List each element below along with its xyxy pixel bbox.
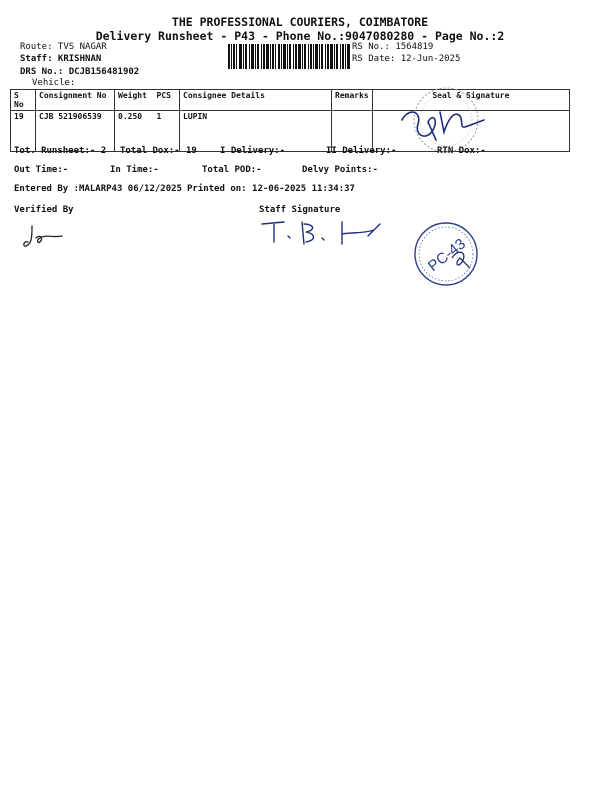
staff-label: Staff: KRISHNAN xyxy=(20,54,102,64)
col-seal-signature: Seal & Signature xyxy=(372,90,569,111)
stamp-text: PC-43 xyxy=(424,235,469,275)
second-delivery: II Delivery:- xyxy=(326,146,397,156)
staff-signature-label: Staff Signature xyxy=(259,205,341,215)
printed-on: Printed on: 12-06-2025 11:34:37 xyxy=(187,184,355,194)
col-consignment-no: Consignment No xyxy=(36,90,115,111)
cell-consignment: CJB 521906539 xyxy=(36,111,115,152)
route-label: Route: TVS NAGAR xyxy=(20,42,107,52)
cell-weight: 0.250 xyxy=(118,112,143,121)
verified-by-signature xyxy=(20,222,68,252)
vehicle-label: Vehicle: xyxy=(32,78,76,88)
rs-date: RS Date: 12-Jun-2025 xyxy=(352,54,461,64)
company-title: THE PROFESSIONAL COURIERS, COIMBATORE xyxy=(171,15,429,29)
barcode-image xyxy=(228,44,350,69)
tot-runsheet: Tot. Runsheet:- 2 xyxy=(14,146,107,156)
pc43-stamp xyxy=(410,218,482,290)
col-pcs: PCS xyxy=(156,91,171,100)
first-delivery: I Delivery:- xyxy=(220,146,286,156)
col-sno: S No xyxy=(11,90,36,111)
col-weight: Weight xyxy=(118,91,147,100)
total-dox-label: Total Dox:- xyxy=(120,146,180,156)
staff-signature xyxy=(258,218,388,248)
cell-consignee: LUPIN xyxy=(180,111,332,152)
rs-number: RS No.: 1564819 xyxy=(352,42,434,52)
cell-sno: 19 xyxy=(11,111,36,152)
entered-by: Entered By :MALARP43 06/12/2025 xyxy=(14,184,182,194)
in-time: In Time:- xyxy=(110,165,159,175)
col-consignee: Consignee Details xyxy=(180,90,332,111)
total-pod: Total POD:- xyxy=(202,165,262,175)
drs-number: DRS No.: DCJB156481902 xyxy=(20,67,140,77)
rtn-dox: RTN Dox:- xyxy=(437,146,486,156)
cell-pcs: 1 xyxy=(156,112,162,121)
col-weight-pcs xyxy=(115,90,180,111)
out-time: Out Time:- xyxy=(14,165,69,175)
col-remarks: Remarks xyxy=(332,90,373,111)
delvy-points: Delvy Points:- xyxy=(302,165,378,175)
total-dox-value: 19 xyxy=(186,146,197,156)
verified-by-label: Verified By xyxy=(14,205,74,215)
runsheet-subtitle: Delivery Runsheet - P43 - Phone No.:9047080280 - Page No.:2 xyxy=(95,29,505,43)
